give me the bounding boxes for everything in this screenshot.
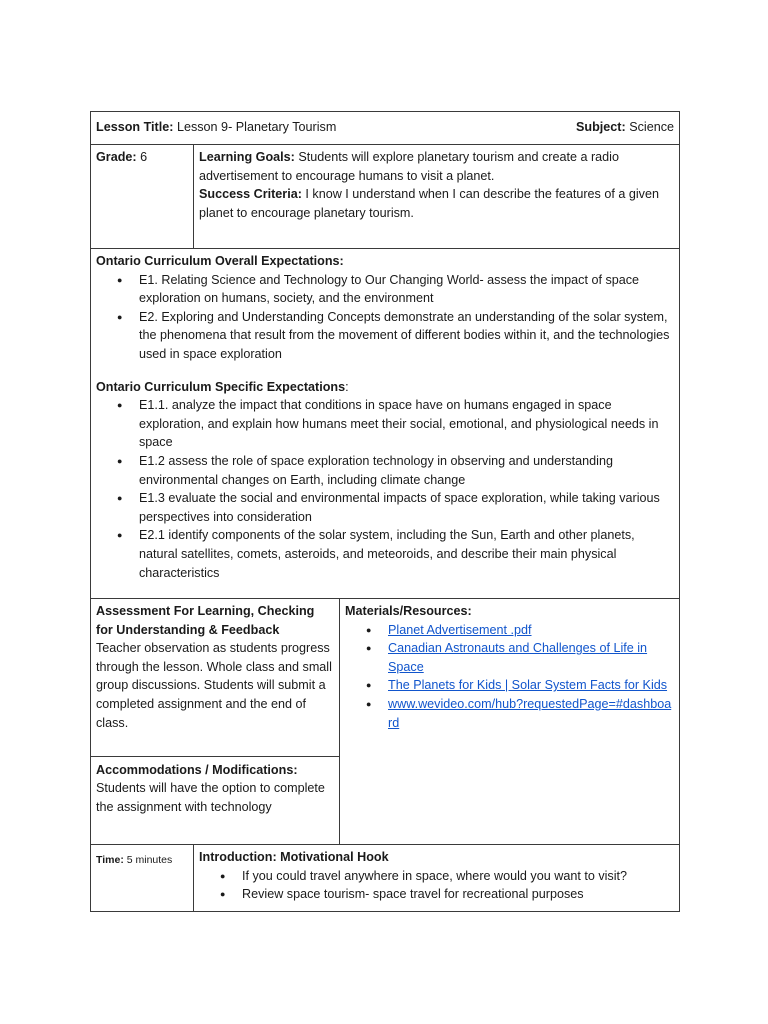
specific-expectations-list (96, 396, 674, 582)
success-criteria (199, 185, 674, 222)
assessment-row (91, 599, 339, 756)
learning-goals-text: Students will explore planetary tourism and create a radio advertisement to encourage humans to visit a planet. (199, 150, 619, 183)
time-label: Time: (96, 854, 124, 866)
overall-expectations-heading: Ontario Curriculum Overall Expectations: (96, 254, 344, 268)
list-item: ● E2. Exploring and Understanding Concepts demonstrate an understanding of the solar system, the phenomena that result from the movement of different bodies within it, and the technologies used in space exploration (139, 308, 674, 364)
assessment-text: Teacher observation as students progress through the lesson. Whole class and small group discussions. Students will submit a completed assignment and the end of class. (96, 641, 332, 730)
accommodations-text: Students will have the option to complete the assignment with technology (96, 781, 325, 814)
materials-list (345, 621, 674, 733)
subject-label: Subject: (576, 120, 626, 134)
accommodations-cell (91, 756, 339, 844)
time-value: 5 minutes (126, 854, 173, 866)
materials-heading: Materials/Resources: (345, 604, 472, 618)
list-item (388, 676, 674, 695)
introduction-list (199, 867, 674, 904)
learning-goals-label: Learning Goals: (199, 150, 295, 164)
goals-cell (194, 145, 680, 249)
introduction-cell (194, 845, 680, 912)
expectations-row (91, 249, 680, 599)
spacer (96, 364, 674, 378)
list-item: ● If you could travel anywhere in space, where would you want to visit? (242, 867, 674, 886)
list-item: ● E2.1 identify components of the solar system, including the Sun, Earth and other planets, natural satellites, comets, asteroids, and meteoroids, and describe their main physical characteristics (139, 526, 674, 582)
list-item: ● E1. Relating Science and Technology to Our Changing World- assess the impact of space exploration on humans, society, and the environment (139, 271, 674, 308)
grade-cell (91, 145, 194, 249)
grade-label: Grade: (96, 150, 137, 164)
list-item (388, 639, 674, 676)
grade-goals-row (91, 145, 680, 249)
accommodations-row (91, 756, 339, 844)
materials-cell (340, 599, 680, 845)
title-cell (91, 112, 680, 145)
assessment-materials-row (91, 599, 680, 845)
lesson-plan-table (90, 111, 680, 912)
lesson-title-label: Lesson Title: (96, 120, 174, 134)
subject-value: Science (629, 120, 675, 134)
list-item (388, 695, 674, 732)
heading-colon: : (345, 379, 349, 394)
accommodations-heading: Accommodations / Modifications: (96, 762, 298, 777)
expectations-cell (91, 249, 680, 599)
success-criteria-label: Success Criteria: (199, 187, 302, 202)
specific-expectations-heading: Ontario Curriculum Specific Expectations (96, 379, 346, 394)
left-column-cell (91, 599, 340, 845)
specific-expectations-heading-line (96, 378, 674, 397)
introduction-row (91, 845, 680, 912)
assessment-heading: Assessment For Learning, Checking for Understanding & Feedback (96, 604, 315, 637)
subject (576, 118, 674, 137)
overall-expectations-list (96, 271, 674, 364)
introduction-heading: Introduction: Motivational Hook (199, 850, 389, 864)
title-row (91, 112, 680, 145)
planets-for-kids-link[interactable]: The Planets for Kids | Solar System Facts for Kids (388, 678, 668, 693)
wevideo-link[interactable]: www.wevideo.com/hub?requestedPage=#dashboard (388, 696, 672, 730)
planet-advertisement-link[interactable]: Planet Advertisement .pdf (388, 622, 532, 637)
success-criteria-text: I know I understand when I can describe the features of a given planet to encourage planetary tourism. (199, 187, 659, 220)
list-item: ● E1.2 assess the role of space exploration technology in observing and understanding environmental changes on Earth, including climate change (139, 452, 674, 489)
lesson-title-value: Lesson 9- Planetary Tourism (176, 120, 337, 134)
grade-value: 6 (140, 150, 148, 164)
list-item (388, 621, 674, 640)
learning-goals (199, 148, 674, 185)
assessment-cell (91, 599, 339, 756)
list-item: ● E1.3 evaluate the social and environmental impacts of space exploration, while taking various perspectives into consideration (139, 489, 674, 526)
list-item: ● E1.1. analyze the impact that conditions in space have on humans engaged in space exploration, and explain how humans meet their social, emotional, and physiological needs in space (139, 396, 674, 452)
assessment-accommodations-table (91, 599, 339, 844)
time-cell (91, 845, 194, 912)
canadian-astronauts-link[interactable]: Canadian Astronauts and Challenges of Life in Space (388, 641, 648, 674)
list-item: ● Review space tourism- space travel for recreational purposes (242, 885, 674, 904)
